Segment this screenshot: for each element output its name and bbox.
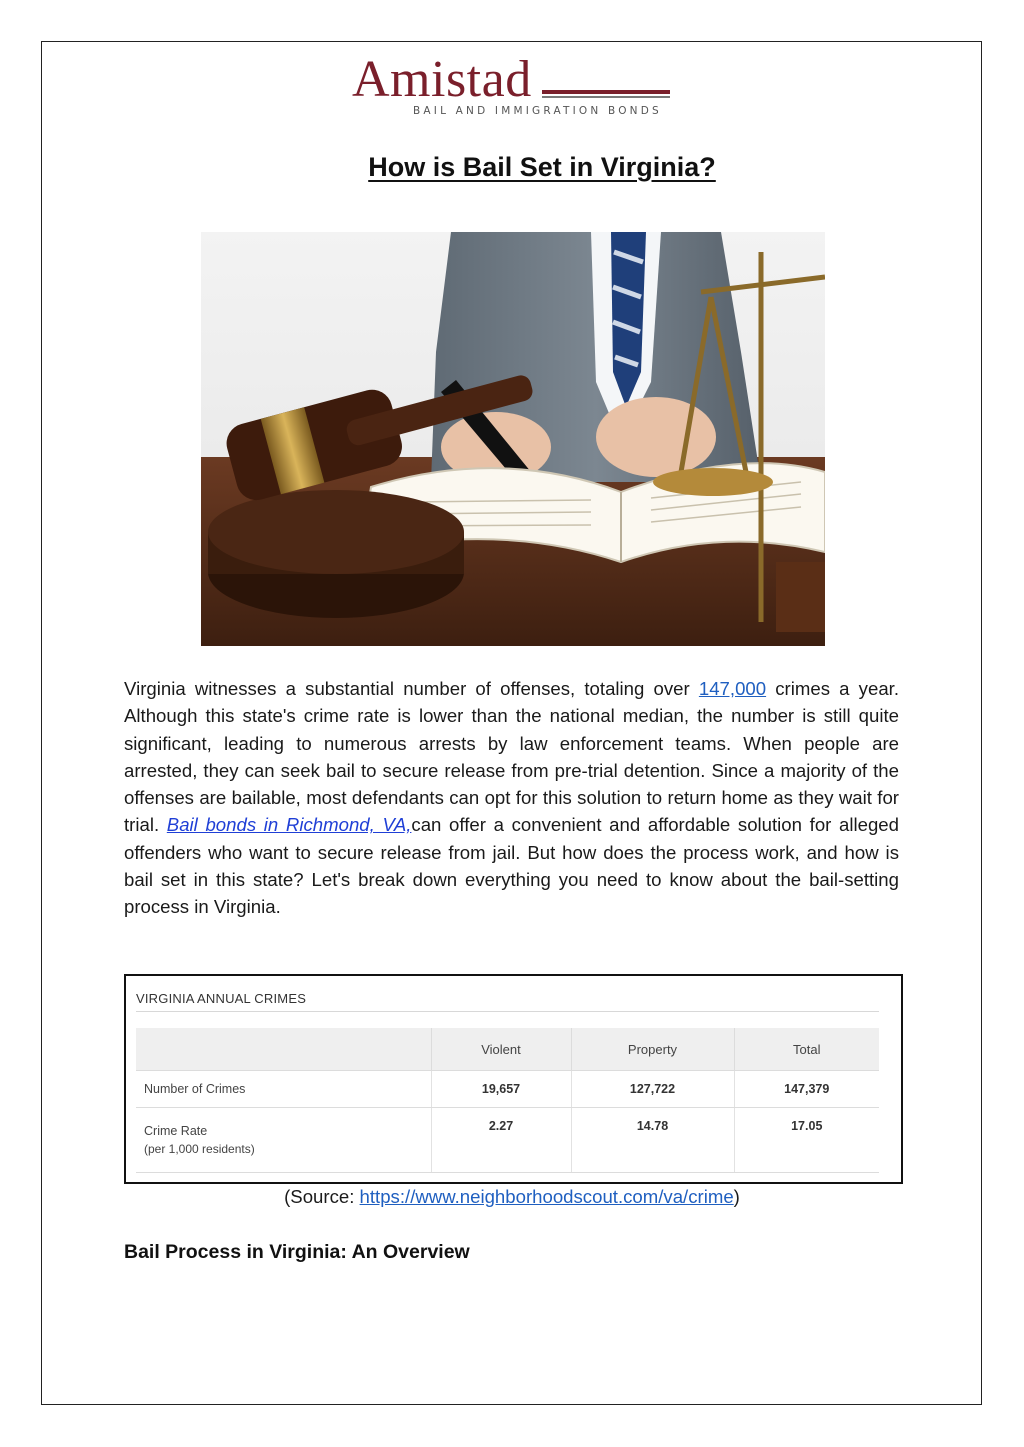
cell-violent-rate: 2.27 [431,1108,571,1173]
logo-rule-red [542,90,670,94]
crime-rate-label: Crime Rate [144,1124,208,1138]
page-title: How is Bail Set in Virginia? [368,152,716,182]
crime-rate-sublabel: (per 1,000 residents) [144,1142,255,1156]
cell-property-rate: 14.78 [571,1108,734,1173]
bail-bonds-richmond-link[interactable]: Bail bonds in Richmond, VA, [166,814,412,836]
intro-text-2: crimes a year. Although this state's crime rate is lower than the national median, the number is still quite significant, leading to numerous arrests by law enforcement teams. When people are arrested, they can seek bail to secure release from pre-trial detention. Since a majority of the offenses are bailable, most defendants can opt for this solution to return home as they wait for trial. [124,678,899,836]
source-citation [0,1186,1024,1208]
header-total: Total [734,1028,879,1071]
crime-table-header-row [136,1028,879,1071]
crime-table-rule [136,1011,879,1012]
section-heading: Bail Process in Virginia: An Overview [124,1241,470,1263]
hero-image [201,232,825,646]
cell-property-count: 127,722 [571,1071,734,1108]
cell-violent-count: 19,657 [431,1071,571,1108]
intro-text-1: Virginia witnesses a substantial number of offenses, totaling over [124,678,699,699]
table-row [136,1071,879,1108]
table-row [136,1108,879,1173]
crime-count-link[interactable]: 147,000 [698,678,767,699]
hero-illustration [201,232,825,646]
row-label-crime-rate [136,1108,431,1173]
cell-total-count: 147,379 [734,1071,879,1108]
row-label-number-of-crimes: Number of Crimes [136,1071,431,1108]
header-blank [136,1028,431,1071]
source-suffix: ) [733,1186,740,1207]
intro-text-3: can offer a convenient and affordable solution for alleged offenders who want to secure release from jail. But how does the process work, and how is bail set in this state? Let's break down everything you need to know about the bail-setting process in Virginia. [124,814,899,918]
amistad-logo[interactable] [352,51,674,122]
logo-rule-gray [542,96,670,98]
cell-total-rate: 17.05 [734,1108,879,1173]
logo-tagline: BAIL AND IMMIGRATION BONDS [413,105,662,117]
header-property: Property [571,1028,734,1071]
crime-table-title: VIRGINIA ANNUAL CRIMES [136,991,307,1006]
header-violent: Violent [431,1028,571,1071]
logo-wordmark: Amistad [352,51,532,108]
source-prefix: (Source: [284,1186,360,1207]
crime-table [136,1028,879,1173]
crime-table-figure [124,974,903,1184]
intro-paragraph [124,675,899,921]
source-link[interactable]: https://www.neighborhoodscout.com/va/crime [359,1186,734,1207]
